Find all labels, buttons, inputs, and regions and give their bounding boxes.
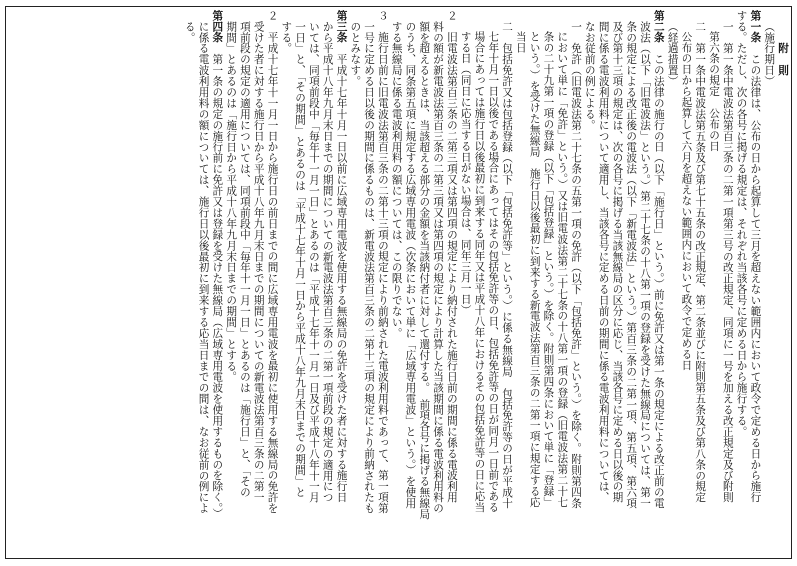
text-line: 七年十月一日以後である場合にあってはその包括免許等の日、包括免許等の日が同月一日前である bbox=[487, 31, 500, 513]
text-line: （施行期日） bbox=[763, 20, 776, 87]
text-line: 条の規定による改正後の電波法（以下「新電波法」という。）第百三条の二第一項、第五項、第六項 bbox=[625, 20, 638, 509]
text-line: 期間」とあるのは「施行日から平成十八年九月末日までの期間」とする。 bbox=[225, 20, 238, 382]
text-line: ２ 平成十七年十一月一日から施行日の前日までの間に広域専用電波を最初に使用する無線局の免許を bbox=[266, 10, 279, 514]
text-line: いては、同項前段中「毎年十一月一日」とあるのは「平成十七年十一月一日及び平成十八年十一月 bbox=[307, 20, 320, 503]
text-line: 及び第十三項の規定は、次の各号に掲げる当該無線局の区分に応じ、当該各号に定める日以後の期 bbox=[611, 20, 624, 503]
text-line: 一 免許（旧電波法第二十七条の五第一項の免許（以下「包括免許」という。）を除く。附則第四条 bbox=[570, 20, 583, 509]
text-line: において単に「免許」という。）又は旧電波法第二十七条の十八第一項の登録（旧電波法第二十七 bbox=[556, 31, 569, 508]
text-line: 一 第一条中電波法第百三条の二第一項第三号の改正規定、同項に一号を加える改正規定及び附則 bbox=[721, 20, 734, 503]
article-text: この法律は、公布の日から起算して三月を超えない範囲内において政令で定める日から施行 bbox=[749, 42, 762, 503]
text-line: 波法（以下「旧電波法」という。）第二十七条の十八第一項の登録を受けた無線局については、第一 bbox=[639, 20, 652, 509]
text-line: する日（同日に応当する日がない場合は、同年三月一日） bbox=[459, 31, 472, 316]
text-line: 二 包括免許又は包括登録（以下「包括免許等」という。）に係る無線局 包括免許等の日が平成十 bbox=[501, 20, 514, 509]
article-number: 第三条 bbox=[335, 10, 348, 43]
text-line: 一号に定める日以後の期間に係るものは、新電波法第百三条の二第十三項の規定により前納されたも bbox=[363, 20, 376, 514]
text-line: 額を超えるときは、当該超える部分の金額を当該納付者に対して還付する。 前項各号に掲げる無線局 bbox=[418, 20, 431, 519]
article-number: 第四条 bbox=[211, 10, 224, 43]
text-line bbox=[748, 10, 762, 550]
text-line: なお従前の例による。 bbox=[583, 20, 596, 131]
text-line: 場合にあっては施行日以後最初に到来する同年又は平成十八年におけるその包括免許等の日に応当 bbox=[473, 31, 486, 513]
article-number: 第一条 bbox=[749, 10, 762, 43]
text-line: のとみなす。 bbox=[349, 20, 362, 87]
text-line: から平成十八年九月末日までの期間についての新電波法第百三条の二第一項前段の規定の適用につ bbox=[321, 20, 334, 503]
text-line: に係る電波利用料の額については、施行日以後最初に到来する応当日までの間は、なお従前の例によ bbox=[197, 20, 210, 514]
text-line: る。 bbox=[183, 20, 196, 43]
text-line: する。ただし、次の各号に掲げる規定は、それぞれ当該各号に定める日から施行する。 bbox=[735, 10, 748, 438]
text-line: 料の額が新電波法第百三条の二第三項又は第四項の規定により計算した当該期間に係る電波利用料の bbox=[432, 20, 445, 514]
text-line: 一日」と、「その期間」とあるのは「平成十七年十月一日から平成十八年九月末日までの期間」と bbox=[294, 20, 307, 498]
text-line: のうち、同条第五項に規定する広域専用電波（次条において単に「広域専用電波」という。）を使用 bbox=[404, 20, 417, 509]
text-line bbox=[651, 10, 665, 550]
article-text: 平成十七年十月一日以前に広域専用電波を使用する無線局の免許を受けた者に対する施行日 bbox=[335, 42, 348, 503]
text-line: （経過措置） bbox=[666, 20, 679, 87]
text-line: 第六条の規定 公布の日 bbox=[708, 31, 721, 152]
text-line bbox=[210, 10, 224, 550]
text-line: 受けた者に対する施行日から平成十八年九月末日までの期間についての新電波法第百三条の二第一 bbox=[252, 20, 265, 503]
article-text: 第一条の規定の施行前に免許又は登録を受けた無線局（広域専用電波を使用するものを除く。） bbox=[211, 42, 224, 520]
text-line: 公布の日から起算して六月を超えない範囲内において政令で定める日 bbox=[680, 31, 693, 371]
text-line: 二 第一条中電波法第五条及び第七十五条の改正規定、第二条並びに附則第五条及び第八条の規定 bbox=[694, 20, 707, 503]
text-line: する無線局に係る電波利用料の額については、この限りでない。 bbox=[390, 20, 403, 339]
text-line: する。 bbox=[280, 20, 293, 54]
article-number: 第二条 bbox=[652, 10, 665, 43]
text-line: という。）を受けた無線局 施行日以後最初に到来する新電波法第百三条の二第一項に規定する応 bbox=[528, 31, 541, 508]
section-heading: 附 則 bbox=[777, 10, 789, 76]
text-line: 間に係る電波利用料について適用し、当該各号に定める日前の期間に係る電波利用料については、 bbox=[597, 20, 610, 503]
text-line: ２ 旧電波法第百三条の二第三項又は第四項の規定により納付された施行日前の期間に係る電波利用 bbox=[445, 10, 458, 503]
text-line bbox=[334, 10, 348, 550]
article-text: この法律の施行の日（以下「施行日」という。）前に免許又は第一条の規定による改正前の電 bbox=[652, 42, 665, 509]
text-line: 項前段の規定の適用については、同項前段中「毎年十一月一日」とあるのは「施行日」と、「その bbox=[238, 20, 251, 498]
text-line: 当日 bbox=[514, 31, 527, 54]
text-line: 条の二十九第一項の登録（以下「包括登録」という。）を除く。附則第四条において単に「登録」 bbox=[542, 31, 555, 508]
vertical-text-body bbox=[182, 10, 789, 550]
text-line: ３ 施行日前に旧電波法第百三条の二第十三項の規定により前納された電波利用料であって、第一項第 bbox=[376, 10, 389, 514]
